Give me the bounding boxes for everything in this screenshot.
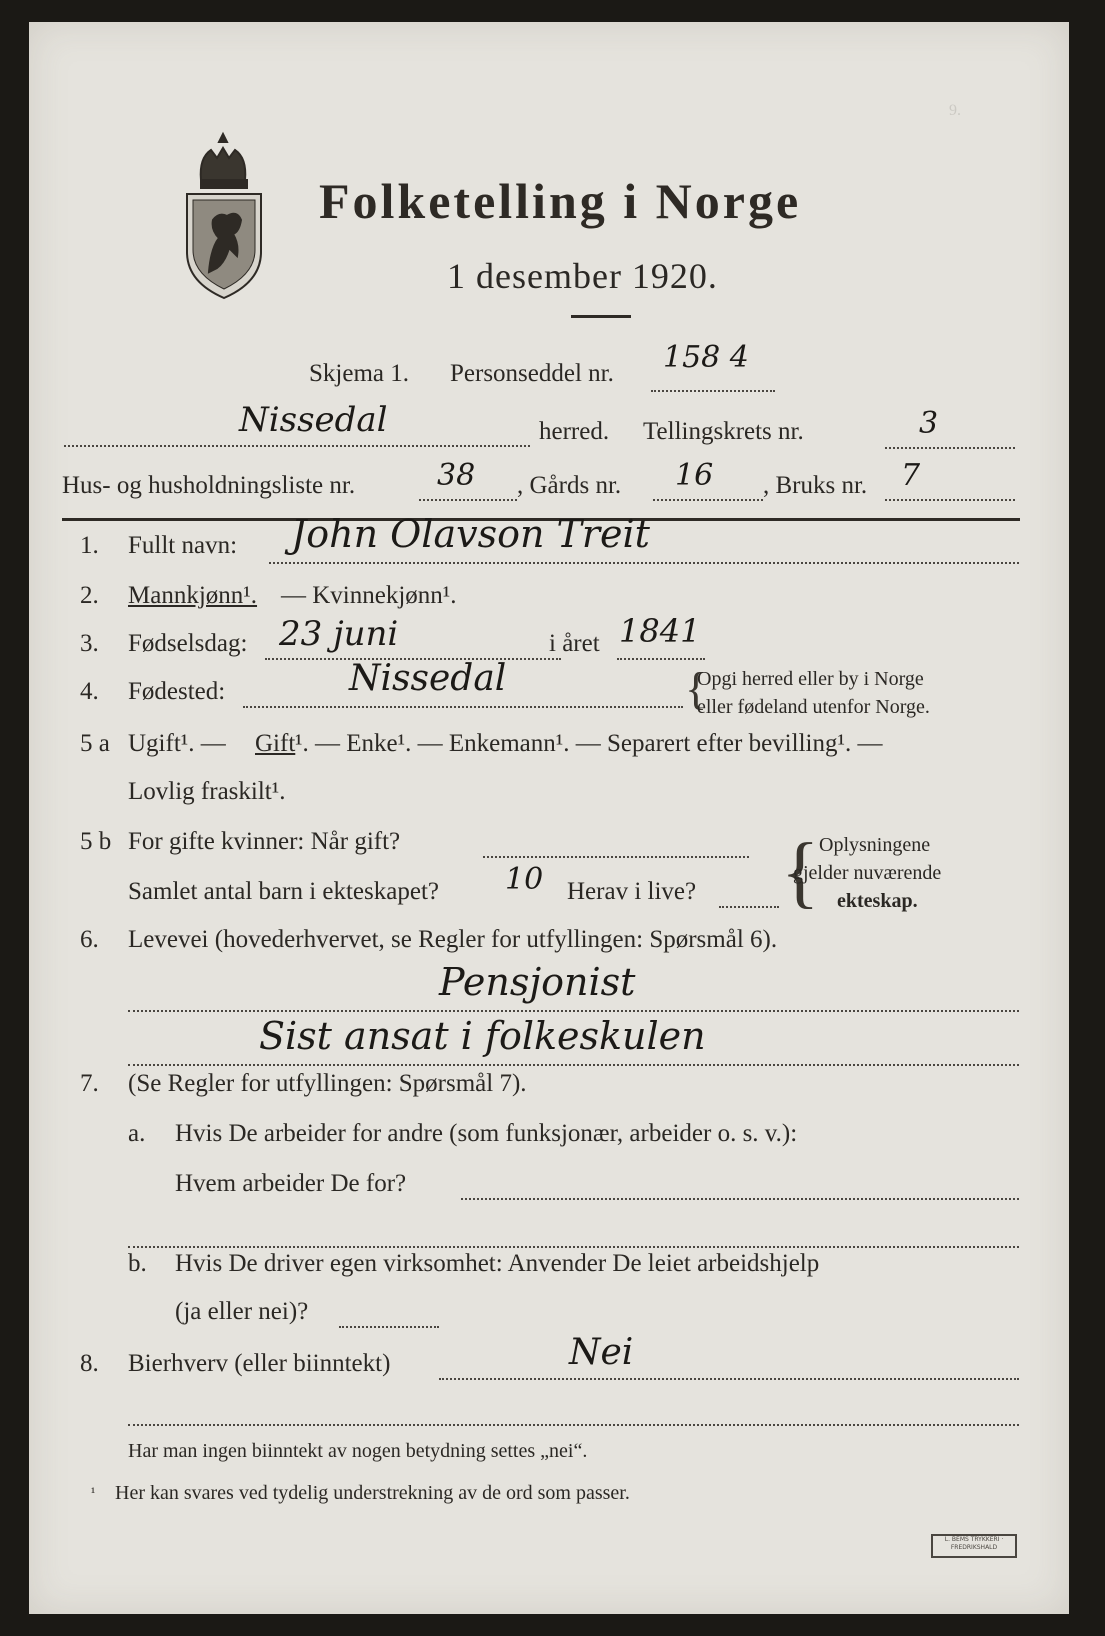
q2-number: 2. bbox=[80, 582, 99, 609]
husliste-field[interactable]: 38 bbox=[437, 458, 476, 493]
q5b-label: For gifte kvinner: Når gift? bbox=[128, 828, 401, 855]
gards-field[interactable]: 16 bbox=[675, 458, 714, 493]
q7b-label: Hvis De driver egen virksomhet: Anvender De leiet arbeidshjelp bbox=[175, 1250, 820, 1277]
q6-label: Levevei (hovederhvervet, se Regler for utfyllingen: Spørsmål 6). bbox=[128, 926, 778, 953]
q4-note-line2: eller fødeland utenfor Norge. bbox=[697, 696, 930, 718]
q8-label: Bierhverv (eller biinntekt) bbox=[128, 1350, 391, 1377]
employer-line-1 bbox=[461, 1198, 1019, 1200]
birthplace-line bbox=[243, 706, 683, 708]
printer-stamp: L. BEMS TRYKKERI · FREDRIKSHALD bbox=[931, 1534, 1017, 1558]
q3-label: Fødselsdag: bbox=[128, 630, 248, 657]
children-alive-line bbox=[719, 906, 779, 908]
occupation-line-2 bbox=[128, 1064, 1019, 1066]
census-form-page bbox=[29, 22, 1069, 1614]
tellingskrets-line bbox=[885, 447, 1015, 449]
occupation-field-1[interactable]: Pensjonist bbox=[439, 960, 636, 1004]
birth-year-field[interactable]: 1841 bbox=[619, 612, 701, 650]
side-income-line bbox=[439, 1378, 1019, 1380]
q4-label: Fødested: bbox=[128, 678, 226, 705]
coat-of-arms-icon bbox=[179, 122, 269, 302]
occupation-field-2[interactable]: Sist ansat i folkeskulen bbox=[259, 1014, 706, 1058]
husliste-label: Hus- og husholdningsliste nr. bbox=[62, 472, 356, 499]
husliste-line bbox=[419, 499, 517, 501]
q6-number: 6. bbox=[80, 926, 99, 953]
marital-ugift-option[interactable]: Ugift¹. — bbox=[128, 730, 226, 757]
gards-label: , Gårds nr. bbox=[517, 472, 622, 499]
personseddel-label: Personseddel nr. bbox=[450, 360, 614, 387]
skjema-label: Skjema 1. bbox=[309, 360, 409, 387]
birth-year-line bbox=[617, 658, 705, 660]
q5b-note-line2: gjelder nuværende bbox=[793, 862, 942, 884]
q1-number: 1. bbox=[80, 532, 99, 559]
children-count-label: Samlet antal barn i ekteskapet? bbox=[128, 878, 439, 905]
side-income-field[interactable]: Nei bbox=[569, 1332, 634, 1373]
personseddel-field[interactable]: 158 4 bbox=[663, 340, 749, 375]
q5b-brace: { bbox=[781, 828, 820, 916]
children-count-field[interactable]: 10 bbox=[505, 862, 544, 897]
herred-label: herred. bbox=[539, 418, 610, 445]
bruks-label: , Bruks nr. bbox=[763, 472, 868, 499]
side-income-note: Har man ingen biinntekt av nogen betydning settes „nei“. bbox=[128, 1440, 588, 1462]
side-income-line-2 bbox=[128, 1424, 1019, 1426]
footnote-marker: ¹ bbox=[91, 1486, 96, 1501]
tellingskrets-label: Tellingskrets nr. bbox=[643, 418, 804, 445]
footnote-text: Her kan svares ved tydelig understrekning av de ord som passer. bbox=[115, 1482, 630, 1504]
q7a-label: Hvis De arbeider for andre (som funksjonær, arbeider o. s. v.): bbox=[175, 1120, 798, 1147]
marital-other-options[interactable]: ¹. — Enke¹. — Enkemann¹. — Separert efter bevilling¹. — bbox=[295, 730, 883, 757]
tellingskrets-field[interactable]: 3 bbox=[919, 406, 939, 441]
children-alive-label: Herav i live? bbox=[567, 878, 697, 905]
q4-number: 4. bbox=[80, 678, 99, 705]
title-divider bbox=[571, 315, 631, 318]
personseddel-line bbox=[651, 390, 775, 392]
bruks-line bbox=[885, 499, 1015, 501]
birthday-field[interactable]: 23 juni bbox=[279, 614, 399, 654]
q1-line bbox=[269, 562, 1019, 564]
q8-number: 8. bbox=[80, 1350, 99, 1377]
q5b-note-line3: ekteskap. bbox=[837, 890, 918, 912]
gender-female-option[interactable]: — Kvinnekjønn¹. bbox=[281, 582, 457, 609]
herred-line bbox=[64, 445, 530, 447]
q1-label: Fullt navn: bbox=[128, 532, 238, 559]
marital-gift-option[interactable]: Gift bbox=[255, 730, 296, 757]
q7a-employer-label: Hvem arbeider De for? bbox=[175, 1170, 407, 1197]
full-name-field[interactable]: John Olavson Treit bbox=[291, 512, 650, 556]
herred-field[interactable]: Nissedal bbox=[239, 400, 388, 440]
q4-note-line1: Opgi herred eller by i Norge bbox=[697, 668, 924, 690]
q5b-number: 5 b bbox=[80, 828, 112, 855]
bruks-field[interactable]: 7 bbox=[901, 458, 921, 493]
q7-number: 7. bbox=[80, 1070, 99, 1097]
q5a-number: 5 a bbox=[80, 730, 110, 757]
occupation-line-1 bbox=[128, 1010, 1019, 1012]
gender-male-option[interactable]: Mannkjønn¹. bbox=[128, 582, 258, 609]
gards-line bbox=[653, 499, 763, 501]
birthplace-field[interactable]: Nissedal bbox=[349, 658, 507, 699]
married-when-line bbox=[483, 856, 749, 858]
form-title: Folketelling i Norge bbox=[319, 173, 802, 229]
q7b-number: b. bbox=[128, 1250, 147, 1277]
hired-help-line bbox=[339, 1326, 439, 1328]
q5b-note-line1: Oplysningene bbox=[819, 834, 931, 856]
census-date: 1 desember 1920. bbox=[447, 256, 718, 296]
q7-label: (Se Regler for utfyllingen: Spørsmål 7). bbox=[128, 1070, 527, 1097]
employer-line-2 bbox=[128, 1246, 1019, 1248]
q7b-yesno-label: (ja eller nei)? bbox=[175, 1298, 309, 1325]
q7a-number: a. bbox=[128, 1120, 146, 1147]
q3-number: 3. bbox=[80, 630, 99, 657]
birth-year-label: i året bbox=[549, 630, 600, 657]
q4-brace: { bbox=[685, 663, 708, 714]
marital-fraskilt-option[interactable]: Lovlig fraskilt¹. bbox=[128, 778, 286, 805]
reverse-show-through: 9. bbox=[949, 102, 961, 119]
